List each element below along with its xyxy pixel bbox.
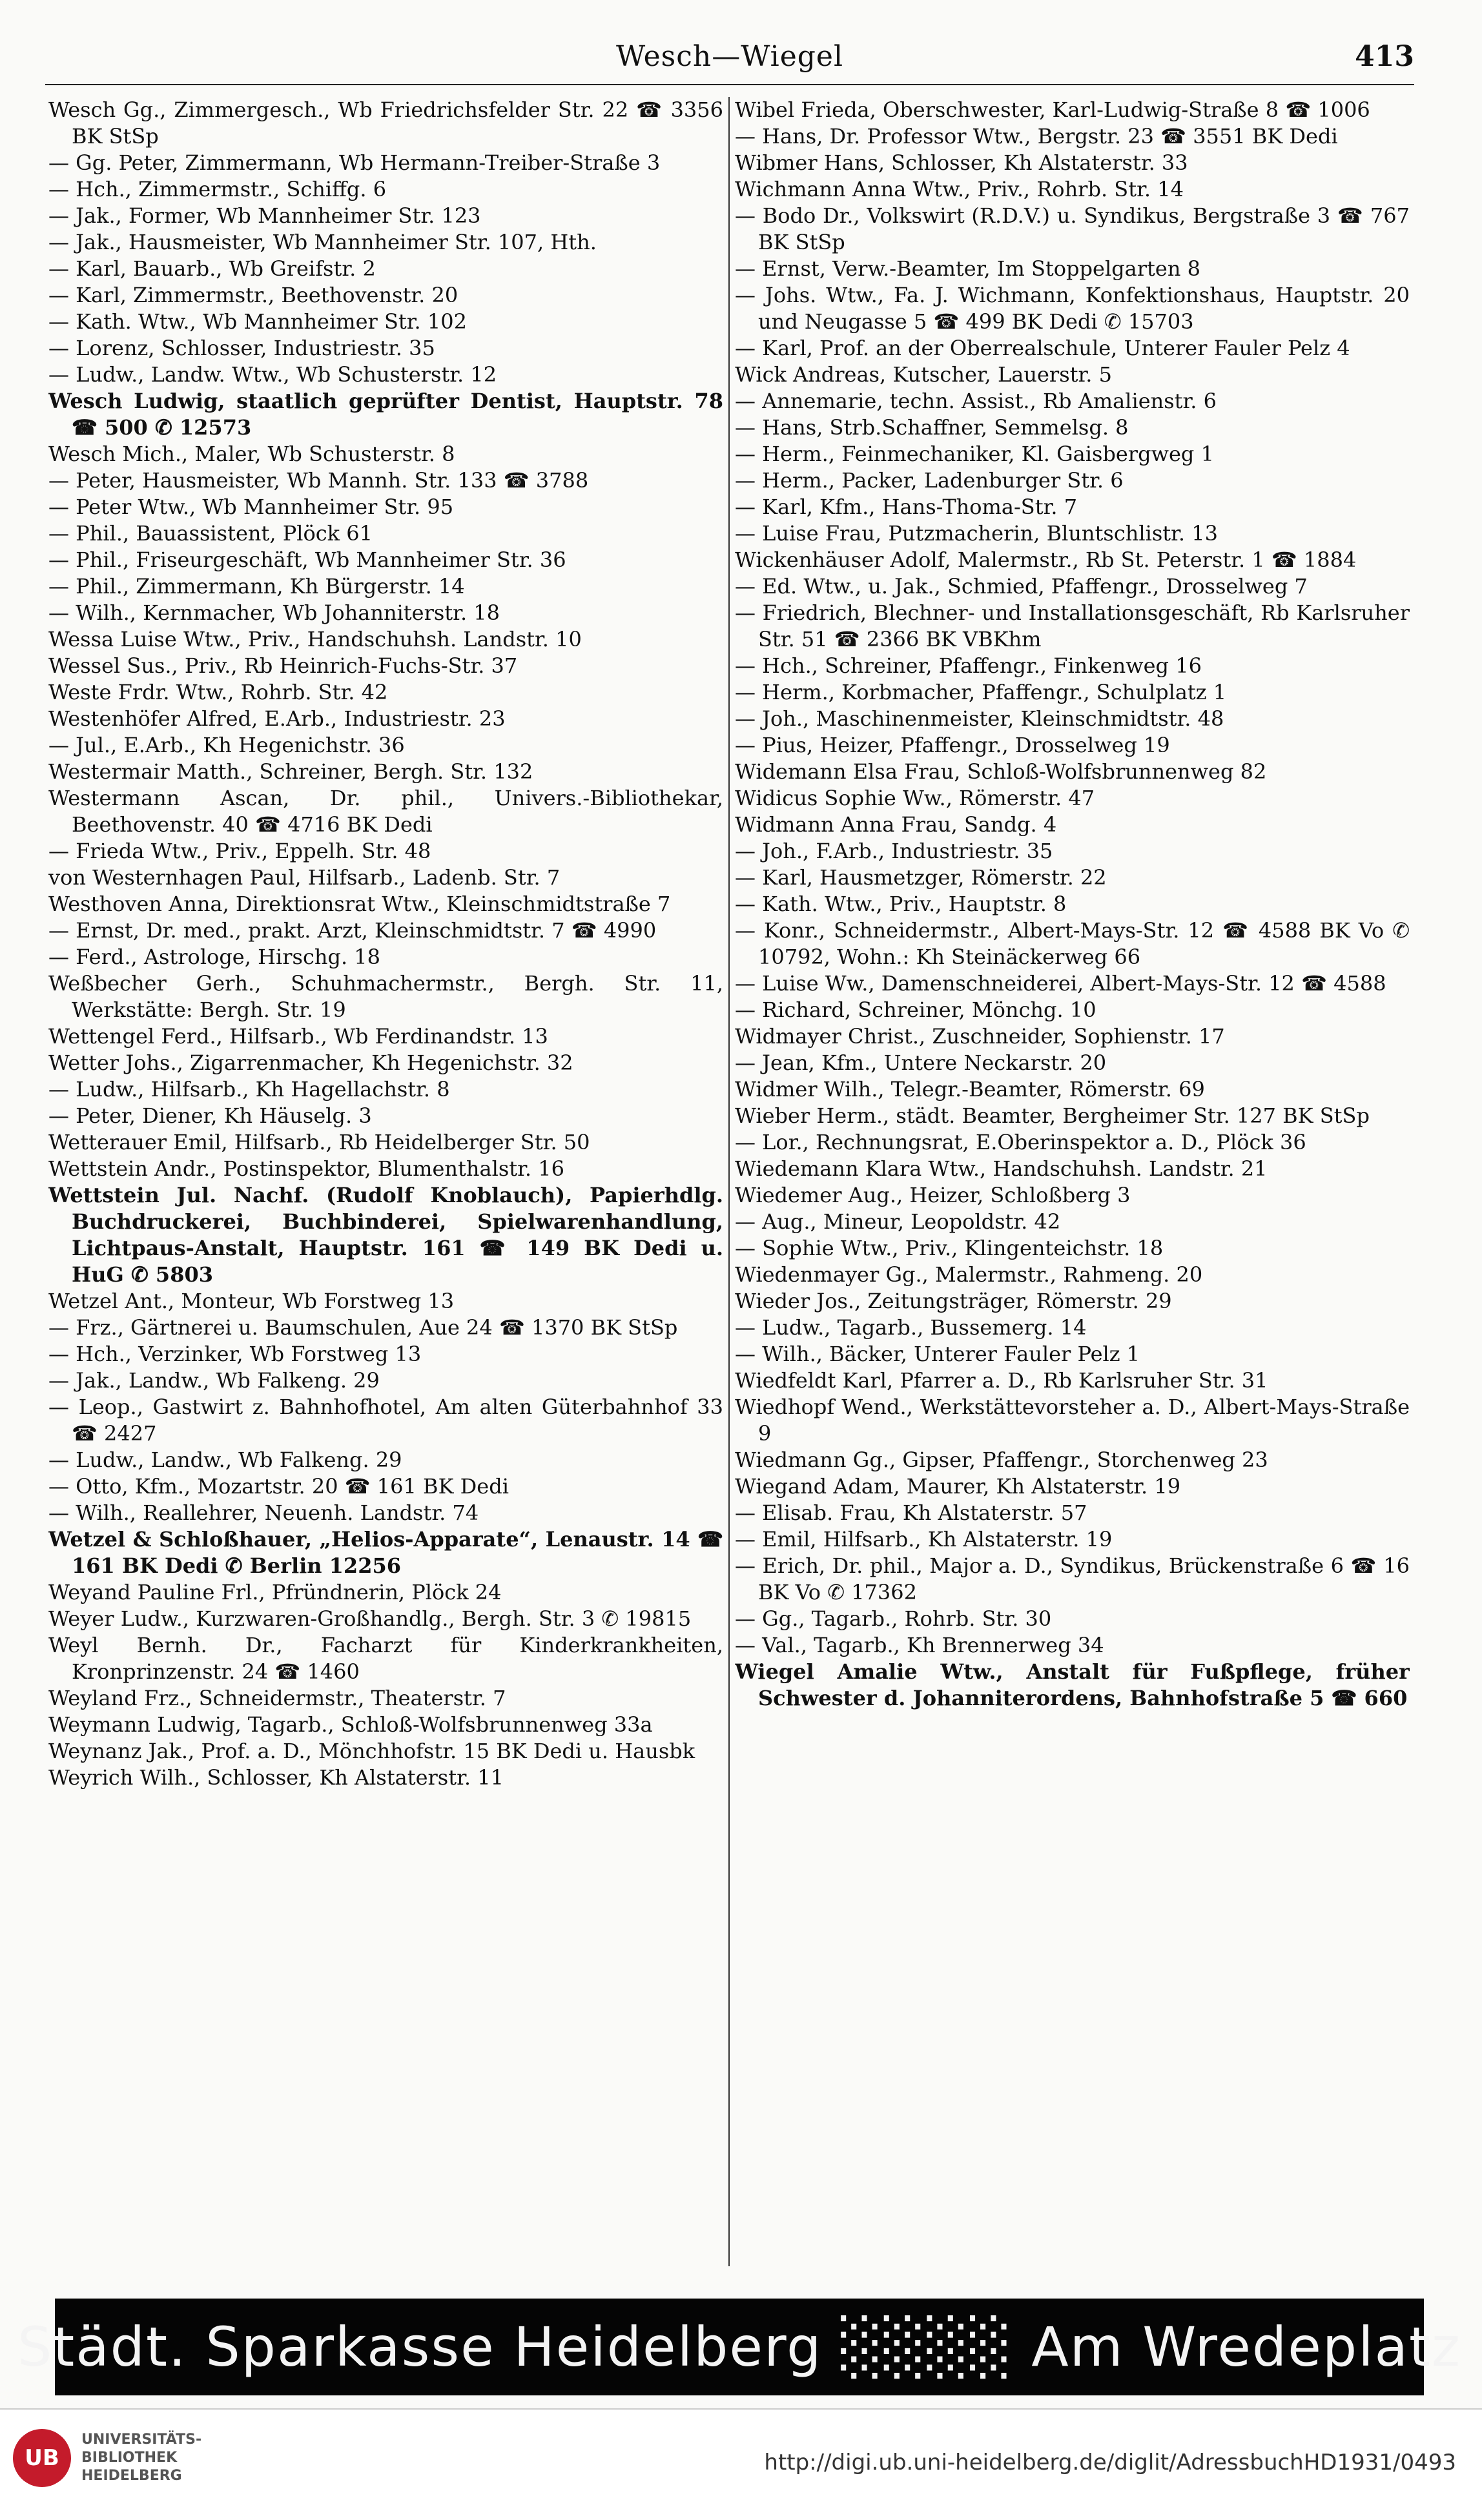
directory-entry: — Karl, Hausmetzger, Römerstr. 22 [735,865,1107,890]
directory-entry: Wettstein Andr., Postinspektor, Blumenthalstr. 16 [48,1156,564,1181]
directory-entry: Wiedhopf Wend., Werkstättevorsteher a. D., Albert-Mays-Straße 9 [735,1395,1410,1446]
directory-entry: — Kath. Wtw., Priv., Hauptstr. 8 [735,892,1067,916]
directory-entry: Wesch Gg., Zimmergesch., Wb Friedrichsfelder Str. 22 ☎ 3356 BK StSp [48,97,723,149]
directory-entry: — Val., Tagarb., Kh Brennerweg 34 [735,1633,1104,1657]
directory-entry: — Jak., Landw., Wb Falkeng. 29 [48,1368,380,1393]
directory-entry: — Hch., Zimmermstr., Schiffg. 6 [48,177,387,201]
library-name-line: HEIDELBERG [81,2468,182,2484]
directory-entry: — Annemarie, techn. Assist., Rb Amalienstr. 6 [735,389,1217,413]
directory-entry: Widicus Sophie Ww., Römerstr. 47 [735,786,1095,810]
running-head [45,40,1414,79]
directory-entry: — Joh., F.Arb., Industriestr. 35 [735,839,1053,863]
directory-entry: Wickenhäuser Adolf, Malermstr., Rb St. Peterstr. 1 ☎ 1884 [735,548,1357,572]
directory-entry: — Otto, Kfm., Mozartstr. 20 ☎ 161 BK Dedi [48,1474,509,1499]
university-seal-icon: UB [13,2429,71,2487]
directory-entry: Wessel Sus., Priv., Rb Heinrich-Fuchs-Str. 37 [48,653,518,678]
left-column [48,97,723,2266]
directory-entry: — Jak., Former, Wb Mannheimer Str. 123 [48,203,481,228]
directory-entry: — Sophie Wtw., Priv., Klingenteichstr. 18 [735,1236,1164,1260]
directory-entry: — Herm., Feinmechaniker, Kl. Gaisbergweg 1 [735,442,1214,466]
directory-entry: Wibel Frieda, Oberschwester, Karl-Ludwig-Straße 8 ☎ 1006 [735,97,1370,122]
library-name [81,2431,201,2485]
directory-entry: — Jak., Hausmeister, Wb Mannheimer Str. 107, Hth. [48,230,597,254]
directory-entry: — Ed. Wtw., u. Jak., Schmied, Pfaffengr., Drosselweg 7 [735,574,1308,599]
directory-entry: — Frieda Wtw., Priv., Eppelh. Str. 48 [48,839,431,863]
directory-entry: Weyand Pauline Frl., Pfründnerin, Plöck 24 [48,1580,502,1604]
directory-entry: — Karl, Kfm., Hans-Thoma-Str. 7 [735,495,1078,519]
directory-entry: — Lor., Rechnungsrat, E.Oberinspektor a. D., Plöck 36 [735,1130,1306,1154]
directory-entry: — Ludw., Hilfsarb., Kh Hagellachstr. 8 [48,1077,450,1101]
directory-entry: Weymann Ludwig, Tagarb., Schloß-Wolfsbrunnenweg 33a [48,1712,653,1737]
directory-entry: — Hans, Dr. Professor Wtw., Bergstr. 23 ☎ 3551 BK Dedi [735,124,1338,149]
directory-entry: Widmann Anna Frau, Sandg. 4 [735,812,1057,837]
directory-entry: Westermair Matth., Schreiner, Bergh. Str. 132 [48,759,533,784]
directory-entry: — Ernst, Verw.-Beamter, Im Stoppelgarten 8 [735,256,1200,281]
source-url-link[interactable]: http://digi.ub.uni-heidelberg.de/diglit/AdressbuchHD1931/0493 [764,2450,1456,2475]
directory-entry: — Bodo Dr., Volkswirt (R.D.V.) u. Syndikus, Bergstraße 3 ☎ 767 BK StSp [735,203,1410,254]
directory-entry: Weyrich Wilh., Schlosser, Kh Alstaterstr. 11 [48,1765,504,1790]
directory-entry: Wiedmann Gg., Gipser, Pfaffengr., Storchenweg 23 [735,1448,1268,1472]
page-number: 413 [1355,40,1414,73]
directory-entry: — Phil., Bauassistent, Plöck 61 [48,521,373,546]
directory-entry: Weste Frdr. Wtw., Rohrb. Str. 42 [48,680,388,704]
directory-entry: Weyland Frz., Schneidermstr., Theaterstr. 7 [48,1686,506,1710]
directory-entry: — Kath. Wtw., Wb Mannheimer Str. 102 [48,309,467,334]
directory-entry: Wiegand Adam, Maurer, Kh Alstaterstr. 19 [735,1474,1181,1499]
directory-entry: Wiedemer Aug., Heizer, Schloßberg 3 [735,1183,1131,1207]
library-name-line: UNIVERSITÄTS- [81,2432,202,2448]
directory-entry: Wiedfeldt Karl, Pfarrer a. D., Rb Karlsruher Str. 31 [735,1368,1268,1393]
directory-entry: — Peter, Hausmeister, Wb Mannh. Str. 133 ☎ 3788 [48,468,589,493]
library-name-line: BIBLIOTHEK [81,2450,178,2466]
directory-entry: Westhoven Anna, Direktionsrat Wtw., Kleinschmidtstraße 7 [48,892,671,916]
directory-entry: Wiedenmayer Gg., Malermstr., Rahmeng. 20 [735,1262,1203,1287]
page-title: Wesch—Wiegel [615,40,844,73]
directory-entry: — Wilh., Reallehrer, Neuenh. Landstr. 74 [48,1501,479,1525]
directory-entry: — Richard, Schreiner, Mönchg. 10 [735,998,1096,1022]
directory-entry: Wieder Jos., Zeitungsträger, Römerstr. 29 [735,1289,1172,1313]
directory-entry: — Karl, Zimmermstr., Beethovenstr. 20 [48,283,458,307]
directory-entry: Wick Andreas, Kutscher, Lauerstr. 5 [735,362,1112,387]
directory-entry: — Herm., Packer, Ladenburger Str. 6 [735,468,1124,493]
directory-entry: — Ernst, Dr. med., prakt. Arzt, Kleinschmidtstr. 7 ☎ 4990 [48,918,657,943]
directory-entry: — Phil., Friseurgeschäft, Wb Mannheimer Str. 36 [48,548,566,572]
directory-entry: Wiegel Amalie Wtw., Anstalt für Fußpflege, früher Schwester d. Johanniterordens, Bahnhofstraße 5 ☎ 660 [735,1659,1410,1710]
directory-entry: von Westernhagen Paul, Hilfsarb., Ladenb. Str. 7 [48,865,561,890]
directory-entry: Weyl Bernh. Dr., Facharzt für Kinderkrankheiten, Kronprinzenstr. 24 ☎ 1460 [48,1633,723,1684]
directory-entry: Weynanz Jak., Prof. a. D., Mönchhofstr. 15 BK Dedi u. Hausbk [48,1739,695,1763]
directory-entry: — Peter, Diener, Kh Häuselg. 3 [48,1103,372,1128]
directory-entry: — Luise Ww., Damenschneiderei, Albert-Mays-Str. 12 ☎ 4588 [735,971,1386,996]
viewer-footer [0,2408,1482,2520]
directory-entry: — Peter Wtw., Wb Mannheimer Str. 95 [48,495,454,519]
column-divider [728,97,730,2266]
directory-entry: — Wilh., Bäcker, Unterer Fauler Pelz 1 [735,1342,1140,1366]
directory-entry: — Gg., Tagarb., Rohrb. Str. 30 [735,1606,1052,1631]
directory-entry: — Lorenz, Schlosser, Industriestr. 35 [48,336,435,360]
directory-entry: — Herm., Korbmacher, Pfaffengr., Schulplatz 1 [735,680,1227,704]
directory-entry: — Jul., E.Arb., Kh Hegenichstr. 36 [48,733,405,757]
directory-entry: Westenhöfer Alfred, E.Arb., Industriestr. 23 [48,706,506,731]
directory-entry: — Jean, Kfm., Untere Neckarstr. 20 [735,1050,1107,1075]
directory-entry: Wesch Mich., Maler, Wb Schusterstr. 8 [48,442,455,466]
directory-entry: Weyer Ludw., Kurzwaren-Großhandlg., Bergh. Str. 3 ✆ 19815 [48,1606,692,1631]
directory-entry: — Wilh., Kernmacher, Wb Johanniterstr. 18 [48,600,500,625]
directory-entry: — Aug., Mineur, Leopoldstr. 42 [735,1209,1061,1234]
sparkasse-advertisement: Städt. Sparkasse Heidelberg ░░░░ Am Wredeplatz [55,2299,1424,2395]
directory-entry: Widmer Wilh., Telegr.-Beamter, Römerstr. 69 [735,1077,1205,1101]
directory-entry: Wettstein Jul. Nachf. (Rudolf Knoblauch), Papierhdlg. Buchdruckerei, Buchbinderei, Spielwarenhandlung, Lichtpaus-Anstalt, Hauptstr. 161 ☎ 149 BK Dedi u. HuG ✆ 5803 [48,1183,723,1287]
directory-entry: Wetzel & Schloßhauer, „Helios-Apparate“, Lenaustr. 14 ☎ 161 BK Dedi ✆ Berlin 12256 [48,1527,723,1578]
directory-entry: — Johs. Wtw., Fa. J. Wichmann, Konfektionshaus, Hauptstr. 20 und Neugasse 5 ☎ 499 BK Dedi ✆ 15703 [735,283,1410,334]
directory-entry: — Frz., Gärtnerei u. Baumschulen, Aue 24 ☎ 1370 BK StSp [48,1315,678,1340]
directory-entry: — Friedrich, Blechner- und Installationsgeschäft, Rb Karlsruher Str. 51 ☎ 2366 BK VBKhm [735,600,1410,651]
directory-entry: Wessa Luise Wtw., Priv., Handschuhsh. Landstr. 10 [48,627,582,651]
directory-entry: — Ludw., Landw. Wtw., Wb Schusterstr. 12 [48,362,497,387]
directory-entry: — Ludw., Tagarb., Bussemerg. 14 [735,1315,1087,1340]
directory-entry: — Pius, Heizer, Pfaffengr., Drosselweg 19 [735,733,1170,757]
directory-entry: Widemann Elsa Frau, Schloß-Wolfsbrunnenweg 82 [735,759,1267,784]
directory-entry: — Gg. Peter, Zimmermann, Wb Hermann-Treiber-Straße 3 [48,150,661,175]
directory-entry: Wichmann Anna Wtw., Priv., Rohrb. Str. 14 [735,177,1184,201]
directory-entry: — Hch., Verzinker, Wb Forstweg 13 [48,1342,422,1366]
directory-entry: Wesch Ludwig, staatlich geprüfter Dentist, Hauptstr. 78 ☎ 500 ✆ 12573 [48,389,723,440]
directory-entry: — Elisab. Frau, Kh Alstaterstr. 57 [735,1501,1087,1525]
directory-entry: — Leop., Gastwirt z. Bahnhofhotel, Am alten Güterbahnhof 33 ☎ 2427 [48,1395,723,1446]
directory-entry: — Ferd., Astrologe, Hirschg. 18 [48,945,381,969]
directory-entry: Wiedemann Klara Wtw., Handschuhsh. Landstr. 21 [735,1156,1268,1181]
directory-entry: — Ludw., Landw., Wb Falkeng. 29 [48,1448,402,1472]
directory-entry: — Hans, Strb.Schaffner, Semmelsg. 8 [735,415,1129,440]
directory-entry: Wetzel Ant., Monteur, Wb Forstweg 13 [48,1289,455,1313]
directory-entry: — Phil., Zimmermann, Kh Bürgerstr. 14 [48,574,465,599]
directory-entry: Wieber Herm., städt. Beamter, Bergheimer Str. 127 BK StSp [735,1103,1370,1128]
directory-entry: — Erich, Dr. phil., Major a. D., Syndikus, Brückenstraße 6 ☎ 16 BK Vo ✆ 17362 [735,1553,1410,1604]
directory-entry: Widmayer Christ., Zuschneider, Sophienstr. 17 [735,1024,1225,1049]
directory-entry: — Karl, Bauarb., Wb Greifstr. 2 [48,256,376,281]
directory-entry: Weßbecher Gerh., Schuhmachermstr., Bergh. Str. 11, Werkstätte: Bergh. Str. 19 [48,971,723,1022]
directory-entry: Westermann Ascan, Dr. phil., Univers.-Bibliothekar, Beethovenstr. 40 ☎ 4716 BK Dedi [48,786,723,837]
directory-entry: Wetterauer Emil, Hilfsarb., Rb Heidelberger Str. 50 [48,1130,590,1154]
directory-entry: — Hch., Schreiner, Pfaffengr., Finkenweg 16 [735,653,1202,678]
right-column [735,97,1410,2266]
header-rule [45,84,1414,85]
directory-entry: — Luise Frau, Putzmacherin, Bluntschlistr. 13 [735,521,1218,546]
library-logo[interactable] [13,2429,201,2487]
directory-entry: — Emil, Hilfsarb., Kh Alstaterstr. 19 [735,1527,1113,1552]
directory-entry: — Konr., Schneidermstr., Albert-Mays-Str. 12 ☎ 4588 BK Vo ✆ 10792, Wohn.: Kh Steinäckerweg 66 [735,918,1410,969]
directory-entry: Wetter Johs., Zigarrenmacher, Kh Hegenichstr. 32 [48,1050,573,1075]
directory-entry: Wettengel Ferd., Hilfsarb., Wb Ferdinandstr. 13 [48,1024,548,1049]
directory-entry: — Joh., Maschinenmeister, Kleinschmidtstr. 48 [735,706,1224,731]
directory-entry: Wibmer Hans, Schlosser, Kh Alstaterstr. 33 [735,150,1188,175]
directory-entry: — Karl, Prof. an der Oberrealschule, Unterer Fauler Pelz 4 [735,336,1350,360]
